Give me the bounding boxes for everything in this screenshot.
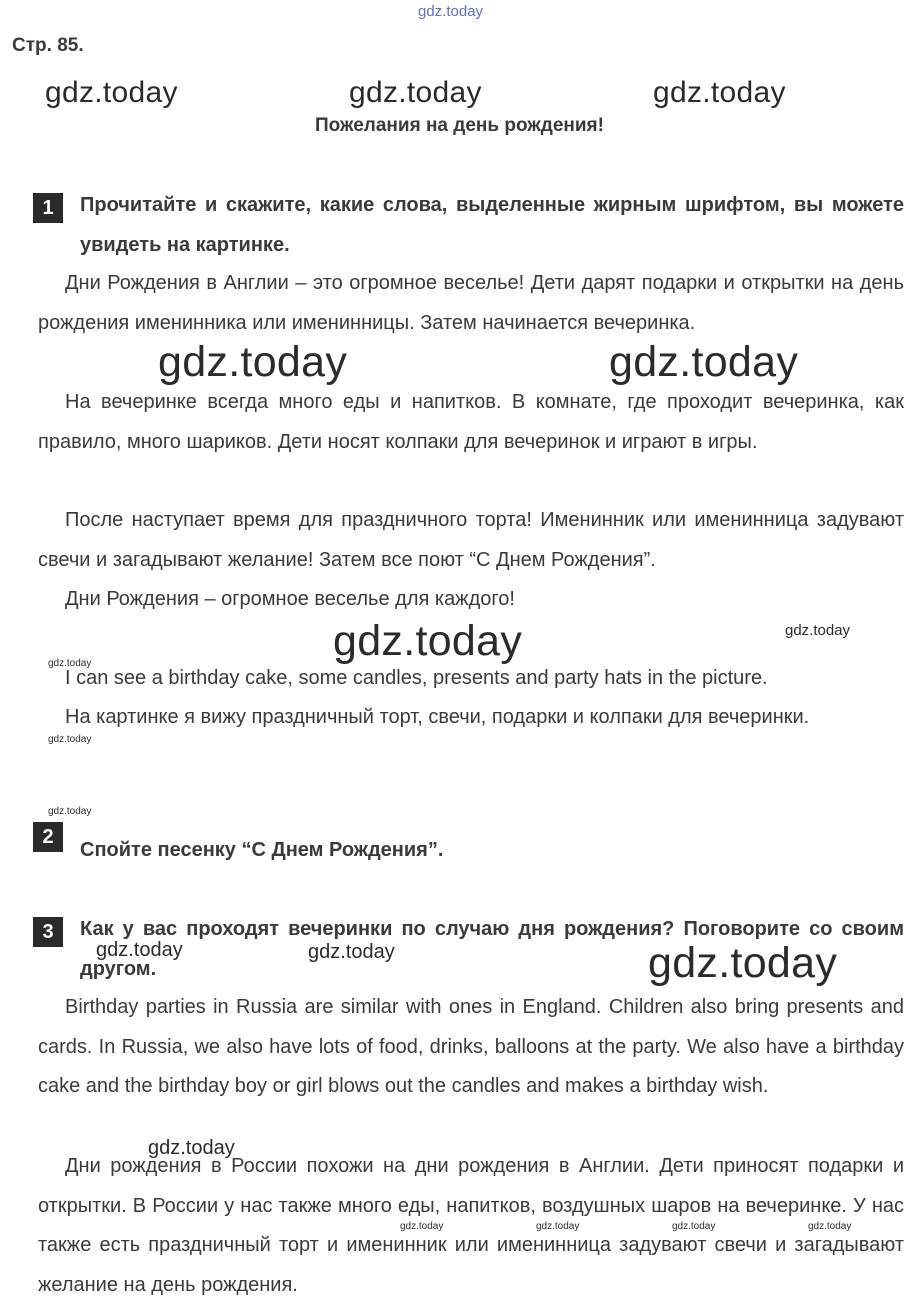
watermark-text: gdz.today bbox=[400, 1221, 444, 1232]
watermark-text: gdz.today bbox=[609, 338, 799, 386]
task-question: Прочитайте и скажите, какие слова, выделенные жирным шрифтом, вы можете увидеть на картинке. bbox=[80, 194, 904, 256]
watermark-text: gdz.today bbox=[96, 939, 183, 961]
answer-english: I can see a birthday cake, some candles, presents and party hats in the picture. bbox=[65, 667, 768, 689]
watermark-text: gdz.today bbox=[808, 1221, 852, 1232]
watermark-text: gdz.today bbox=[48, 734, 92, 745]
watermark-text: gdz.today bbox=[653, 76, 786, 109]
header-watermark: gdz.today bbox=[418, 3, 484, 20]
paragraph: На вечеринке всегда много еды и напитков. В комнате, где проходит вечеринка, как правило, много шариков. Дети носят колпаки для вечеринок и играют в игры. bbox=[38, 391, 904, 453]
task-question: Как у вас проходят вечеринки по случаю дня рождения? Поговорите со своим другом. bbox=[80, 918, 904, 980]
page-title: Пожелания на день рождения! bbox=[315, 115, 604, 136]
task-question: Спойте песенку “С Днем Рождения”. bbox=[80, 839, 444, 861]
watermark-text: gdz.today bbox=[148, 1137, 235, 1159]
task-number-badge: 3 bbox=[33, 917, 63, 947]
watermark-text: gdz.today bbox=[349, 76, 482, 109]
answer-russian: Дни рождения в России похожи на дни рождения в Англии. Дети приносят подарки и открытки. В России у нас также много еды, напитков, воздушных шаров на вечеринке. У нас также есть праздничный торт и именинник или именинница задувают свечи и загадывают желание на день рождения. bbox=[38, 1155, 904, 1296]
paragraph: Дни Рождения – огромное веселье для каждого! bbox=[65, 588, 515, 610]
watermark-text: gdz.today bbox=[308, 941, 395, 963]
watermark-text: gdz.today bbox=[48, 658, 92, 669]
watermark-text: gdz.today bbox=[48, 806, 92, 817]
watermark-text: gdz.today bbox=[785, 622, 851, 639]
page-number: Стр. 85. bbox=[12, 35, 84, 56]
watermark-text: gdz.today bbox=[45, 76, 178, 109]
task-number-badge: 2 bbox=[33, 822, 63, 852]
answer-russian: На картинке я вижу праздничный торт, свечи, подарки и колпаки для вечеринки. bbox=[65, 706, 810, 728]
paragraph: Дни Рождения в Англии – это огромное веселье! Дети дарят подарки и открытки на день рождения именинника или именинницы. Затем начинается вечеринка. bbox=[38, 272, 904, 334]
watermark-text: gdz.today bbox=[158, 338, 348, 386]
watermark-text: gdz.today bbox=[648, 939, 838, 987]
watermark-text: gdz.today bbox=[333, 617, 523, 665]
watermark-text: gdz.today bbox=[536, 1221, 580, 1232]
answer-english: Birthday parties in Russia are similar with ones in England. Children also bring presents and cards. In Russia, we also have lots of food, drinks, balloons at the party. We also have a birthday cake and the birthday boy or girl blows out the candles and makes a birthday wish. bbox=[38, 996, 904, 1097]
paragraph: После наступает время для праздничного торта! Именинник или именинница задувают свечи и загадывают желание! Затем все поют “С Днем Рождения”. bbox=[38, 509, 904, 571]
watermark-text: gdz.today bbox=[672, 1221, 716, 1232]
task-number-badge: 1 bbox=[33, 193, 63, 223]
